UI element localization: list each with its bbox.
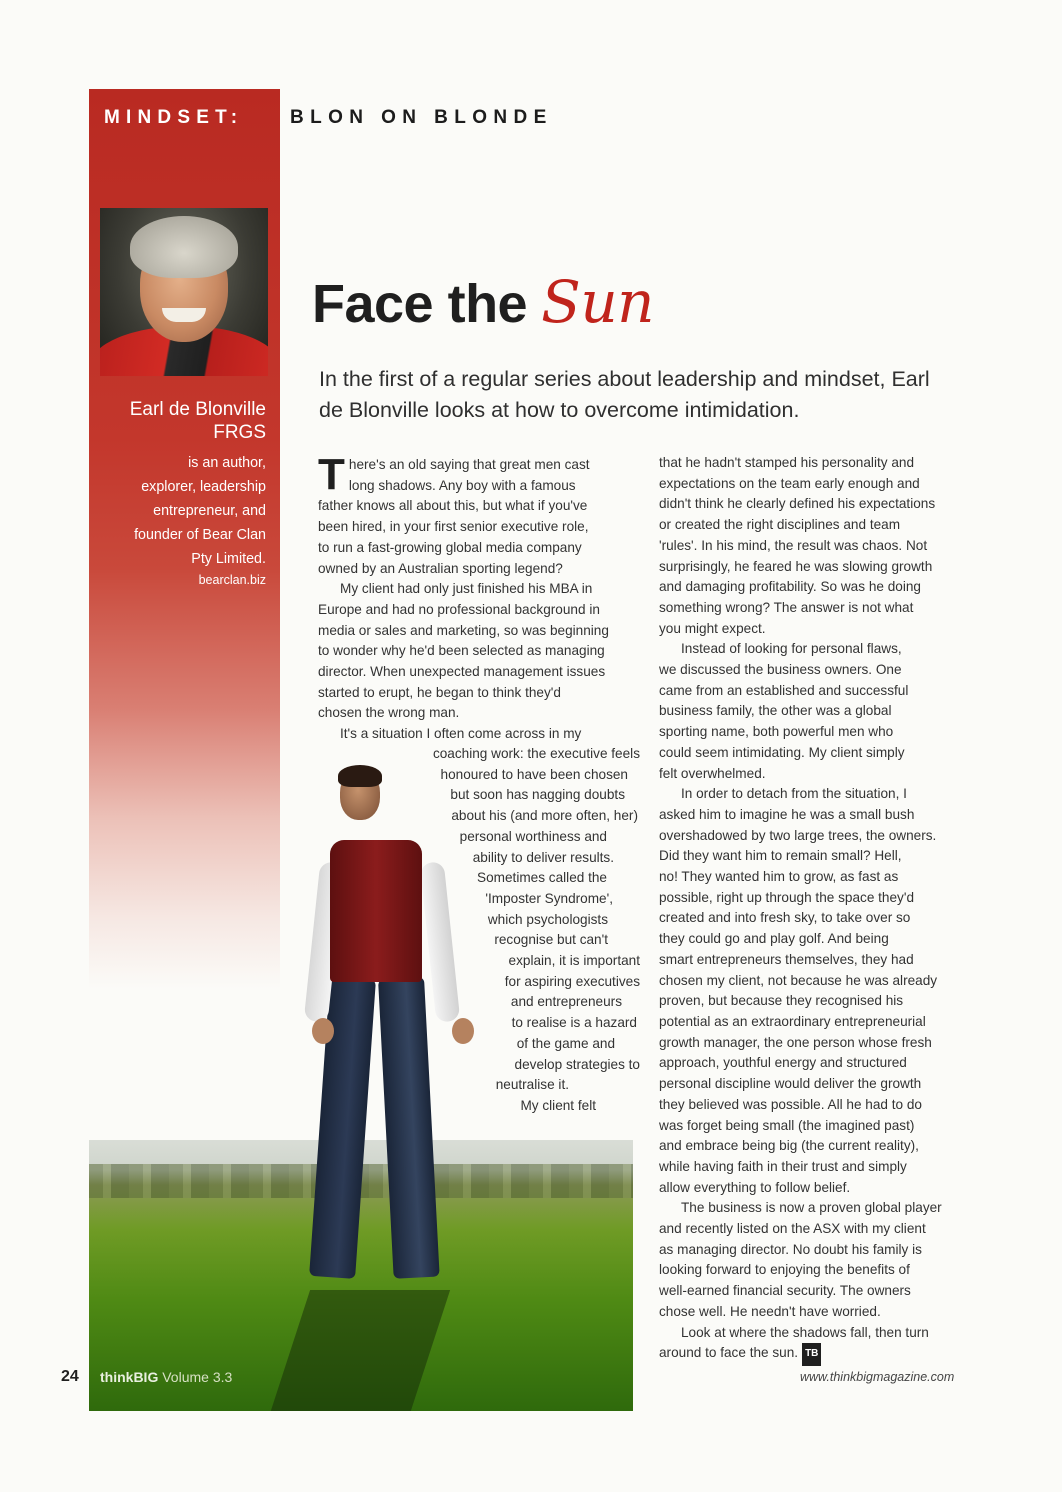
article-standfirst: In the first of a regular series about leadership and mindset, Earl de Blonville looks at how to overcome intimidation. [319,367,930,422]
headline-main: Face the [312,274,528,334]
magazine-footer: thinkBIG Volume 3.3 [100,1369,233,1385]
article-column-1-wrap: coaching work: the executive feels honoured to have been chosen but soon has nagging doubts about his (and more often, her) personal worthiness and ability to deliver results. Sometimes called the 'Imposter Syndrome', which psychologists recognise but can't explain, it is important for aspiring executives and entrepreneurs to realise is a hazard of the game and develop strategies to neutralise it. My client felt [432,746,640,1113]
author-website[interactable]: bearclan.biz [198,573,266,587]
section-title: BLON ON BLONDE [290,107,553,128]
article-column-1: T here's an old saying that great men cast long shadows. Any boy with a famous father knows all about this, but what if you've been hired, in your first senior executive role, to run a fast-growing global media company owned by an Australian sporting legend? My client had only just finished his MBA in Europe and had no professional background in media or sales and marketing, so was beginning to wonder why he'd been selected as managing director. When unexpected management issues started to erupt, he began to think they'd chosen the wrong man. It's a situation I often come across in my [318,450,609,742]
section-label: MINDSET: [104,107,244,128]
author-name: Earl de Blonville FRGS [129,399,266,443]
headline-script: Sun [541,268,655,336]
magazine-url[interactable]: www.thinkbigmagazine.com [800,1370,955,1384]
article-headline [312,268,654,336]
author-portrait [100,208,268,376]
article-column-2: that he hadn't stamped his personality and expectations on the team early enough and didn't think he clearly defined his expectations or created the right disciplines and team 'rules'. In his mind, the result was chaos. Not surprisingly, he feared he was slowing growth and damaging profitability. So was he doing something wrong? The answer is not what you might expect. Instead of looking for personal flaws, we discussed the business owners. One came from an established and successful business family, the other was a global sporting name, both powerful men who could seem intimidating. My client simply felt overwhelmed. In order to detach from the situation, I asked him to imagine he was a small bush overshadowed by two large trees, the owners. Did they want him to remain small? Hell, no! They wanted him to grow, as fast as possible, right up through the space they'd created and into fresh sky, to take over so they could go and play golf. And being smart entrepreneurs themselves, they had chosen my client, not because he was already proven, but because they recognised his potential as an extraordinary entrepreneurial growth manager, the one person whose fresh approach, youthful energy and structured personal discipline would deliver the growth they believed was possible. All he had to do was forget being small (the imagined past) and embrace being big (the current reality), while having faith in their trust and simply allow everything to follow belief. The business is now a proven global player and recently listed on the ASX with my client as managing director. No doubt his family is looking forward to enjoying the benefits of well-earned financial security. The owners chose well. He needn't have worried. Look at where the shadows fall, then turn around to face the sun. TB [659,453,989,1366]
end-mark-icon: TB [802,1343,821,1366]
drop-cap: T [318,450,345,499]
author-bio: is an author, explorer, leadership entrepreneur, and founder of Bear Clan Pty Limited. [134,455,266,567]
page-number: 24 [61,1368,79,1385]
